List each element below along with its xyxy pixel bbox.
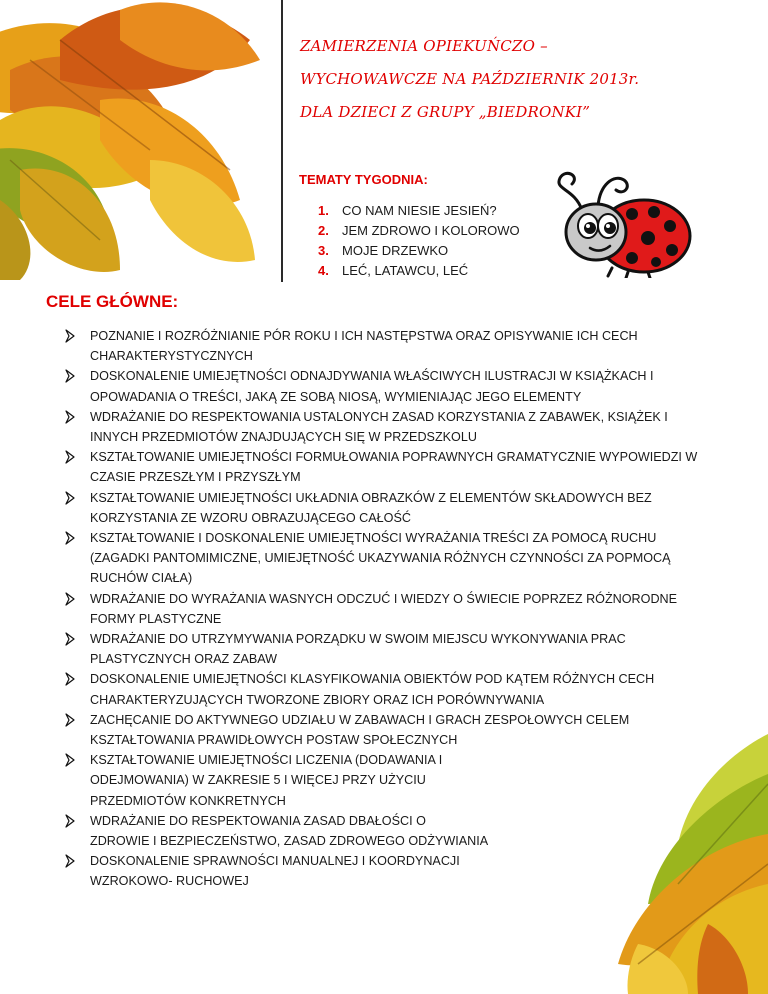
goal-item [64,528,734,589]
theme-number: 3. [318,243,329,258]
goal-line: KSZTAŁTOWANIA PRAWIDŁOWYCH POSTAW SPOŁECZNYCH [90,733,458,748]
goal-line: CZASIE PRZESZŁYM I PRZYSZŁYM [90,470,301,485]
theme-item [318,241,520,261]
goal-line: KORZYSTANIA ZE WZORU OBRAZUJĄCEGO CAŁOŚĆ [90,510,411,525]
goal-line: OPOWADANIA O TREŚCI, JAKĄ ZE SOBĄ NIOSĄ, WYMIENIAJĄC JEGO ELEMENTY [90,389,582,404]
goal-item [64,629,734,669]
goal-line: WDRAŻANIE DO UTRZYMYWANIA PORZĄDKU W SWOIM MIEJSCU WYKONYWANIA PRAC [90,632,626,647]
arrowhead-bullet-icon [65,450,75,464]
arrowhead-bullet-icon [65,531,75,545]
goal-line: WZROKOWO- RUCHOWEJ [90,874,249,889]
arrowhead-bullet-icon [65,632,75,646]
vertical-divider [281,0,283,282]
theme-item [318,261,520,281]
goal-line: KSZTAŁTOWANIE UMIEJĘTNOŚCI LICZENIA (DODAWANIA I [90,753,443,768]
goal-item [64,447,734,487]
goal-line: KSZTAŁTOWANIE I DOSKONALENIE UMIEJĘTNOŚCI WYRAŻANIA TREŚCI ZA POMOCĄ RUCHU [90,531,657,546]
goal-item [64,326,734,366]
arrowhead-bullet-icon [65,592,75,606]
arrowhead-bullet-icon [65,369,75,383]
goal-line: WDRAŻANIE DO RESPEKTOWANIA USTALONYCH ZASAD KORZYSTANIA Z ZABAWEK, KSIĄŻEK I [90,409,668,424]
arrowhead-bullet-icon [65,410,75,424]
autumn-leaves-top-icon [0,0,280,280]
goal-line: WDRAŻANIE DO WYRAŻANIA WASNYCH ODCZUĆ I WIEDZY O ŚWIECIE POPRZEZ RÓŻNORODNE [90,591,678,606]
goal-line: ZDROWIE I BEZPIECZEŃSTWO, ZASAD ZDROWEGO ODŻYWIANIA [90,834,489,849]
ladybug-icon [552,168,696,278]
goal-line: DOSKONALENIE SPRAWNOŚCI MANUALNEJ I KOORDYNACJI [90,854,460,869]
theme-text: CO NAM NIESIE JESIEŃ? [342,203,497,218]
arrowhead-bullet-icon [65,329,75,343]
goal-line: ODEJMOWANIA) W ZAKRESIE 5 I WIĘCEJ PRZY UŻYCIU [90,773,426,788]
title-line-3: DLA DZIECI Z GRUPY „BIEDRONKI” [300,103,591,121]
autumn-leaves-bottom-icon [618,734,768,994]
goal-line: (ZAGADKI PANTOMIMICZNE, UMIEJĘTNOŚĆ UKAZYWANIA RÓŻNYCH CZYNNOŚCI ZA POPMOCĄ [90,551,671,566]
goal-line: ZACHĘCANIE DO AKTYWNEGO UDZIAŁU W ZABAWACH I GRACH ZESPOŁOWYCH CELEM [90,712,630,727]
title-line-2: WYCHOWAWCZE NA PAŹDZIERNIK 2013r. [300,70,640,88]
arrowhead-bullet-icon [65,753,75,767]
theme-number: 2. [318,223,329,238]
goal-line: KSZTAŁTOWANIE UMIEJĘTNOŚCI FORMUŁOWANIA POPRAWNYCH GRAMATYCZNIE WYPOWIEDZI W [90,450,698,465]
themes-heading: TEMATY TYGODNIA: [299,172,428,187]
theme-text: JEM ZDROWO I KOLOROWO [342,223,520,238]
goal-item [64,488,734,528]
goal-line: DOSKONALENIE UMIEJĘTNOŚCI ODNAJDYWANIA WŁAŚCIWYCH ILUSTRACJI W KSIĄŻKACH I [90,369,654,384]
goal-item [64,589,734,629]
goal-line: CHARAKTERYZUJĄCYCH TWORZONE ZBIORY ORAZ ICH PORÓWNYWANIA [90,692,545,707]
goals-heading: CELE GŁÓWNE: [46,292,179,311]
theme-number: 1. [318,203,329,218]
goal-line: RUCHÓW CIAŁA) [90,571,193,586]
title-line-1: ZAMIERZENIA OPIEKUŃCZO – [300,37,548,55]
arrowhead-bullet-icon [65,672,75,686]
goal-line: CHARAKTERYSTYCZNYCH [90,349,253,364]
goal-item [64,669,734,709]
arrowhead-bullet-icon [65,713,75,727]
goal-line: DOSKONALENIE UMIEJĘTNOŚCI KLASYFIKOWANIA OBIEKTÓW POD KĄTEM RÓŻNYCH CECH [90,672,655,687]
theme-item [318,221,520,241]
goal-line: POZNANIE I ROZRÓŻNIANIE PÓR ROKU I ICH NASTĘPSTWA ORAZ OPISYWANIE ICH CECH [90,329,638,343]
goal-line: KSZTAŁTOWANIE UMIEJĘTNOŚCI UKŁADNIA OBRAZKÓW Z ELEMENTÓW SKŁADOWYCH BEZ [90,490,652,505]
theme-item [318,201,520,221]
theme-text: MOJE DRZEWKO [342,243,449,258]
goal-line: PRZEDMIOTÓW KONKRETNYCH [90,793,286,808]
theme-number: 4. [318,263,329,278]
goal-line: FORMY PLASTYCZNE [90,611,222,626]
themes-list [318,201,520,281]
theme-text: LEĆ, LATAWCU, LEĆ [342,263,469,278]
goal-item [64,407,734,447]
arrowhead-bullet-icon [65,491,75,505]
arrowhead-bullet-icon [65,814,75,828]
goal-line: WDRAŻANIE DO RESPEKTOWANIA ZASAD DBAŁOŚCI O [90,813,426,828]
arrowhead-bullet-icon [65,854,75,868]
goal-line: PLASTYCZNYCH ORAZ ZABAW [90,652,278,667]
page-title [300,30,740,129]
goal-line: INNYCH PRZEDMIOTÓW ZNAJDUJĄCYCH SIĘ W PRZEDSZKOLU [90,430,477,445]
goal-item [64,366,734,406]
